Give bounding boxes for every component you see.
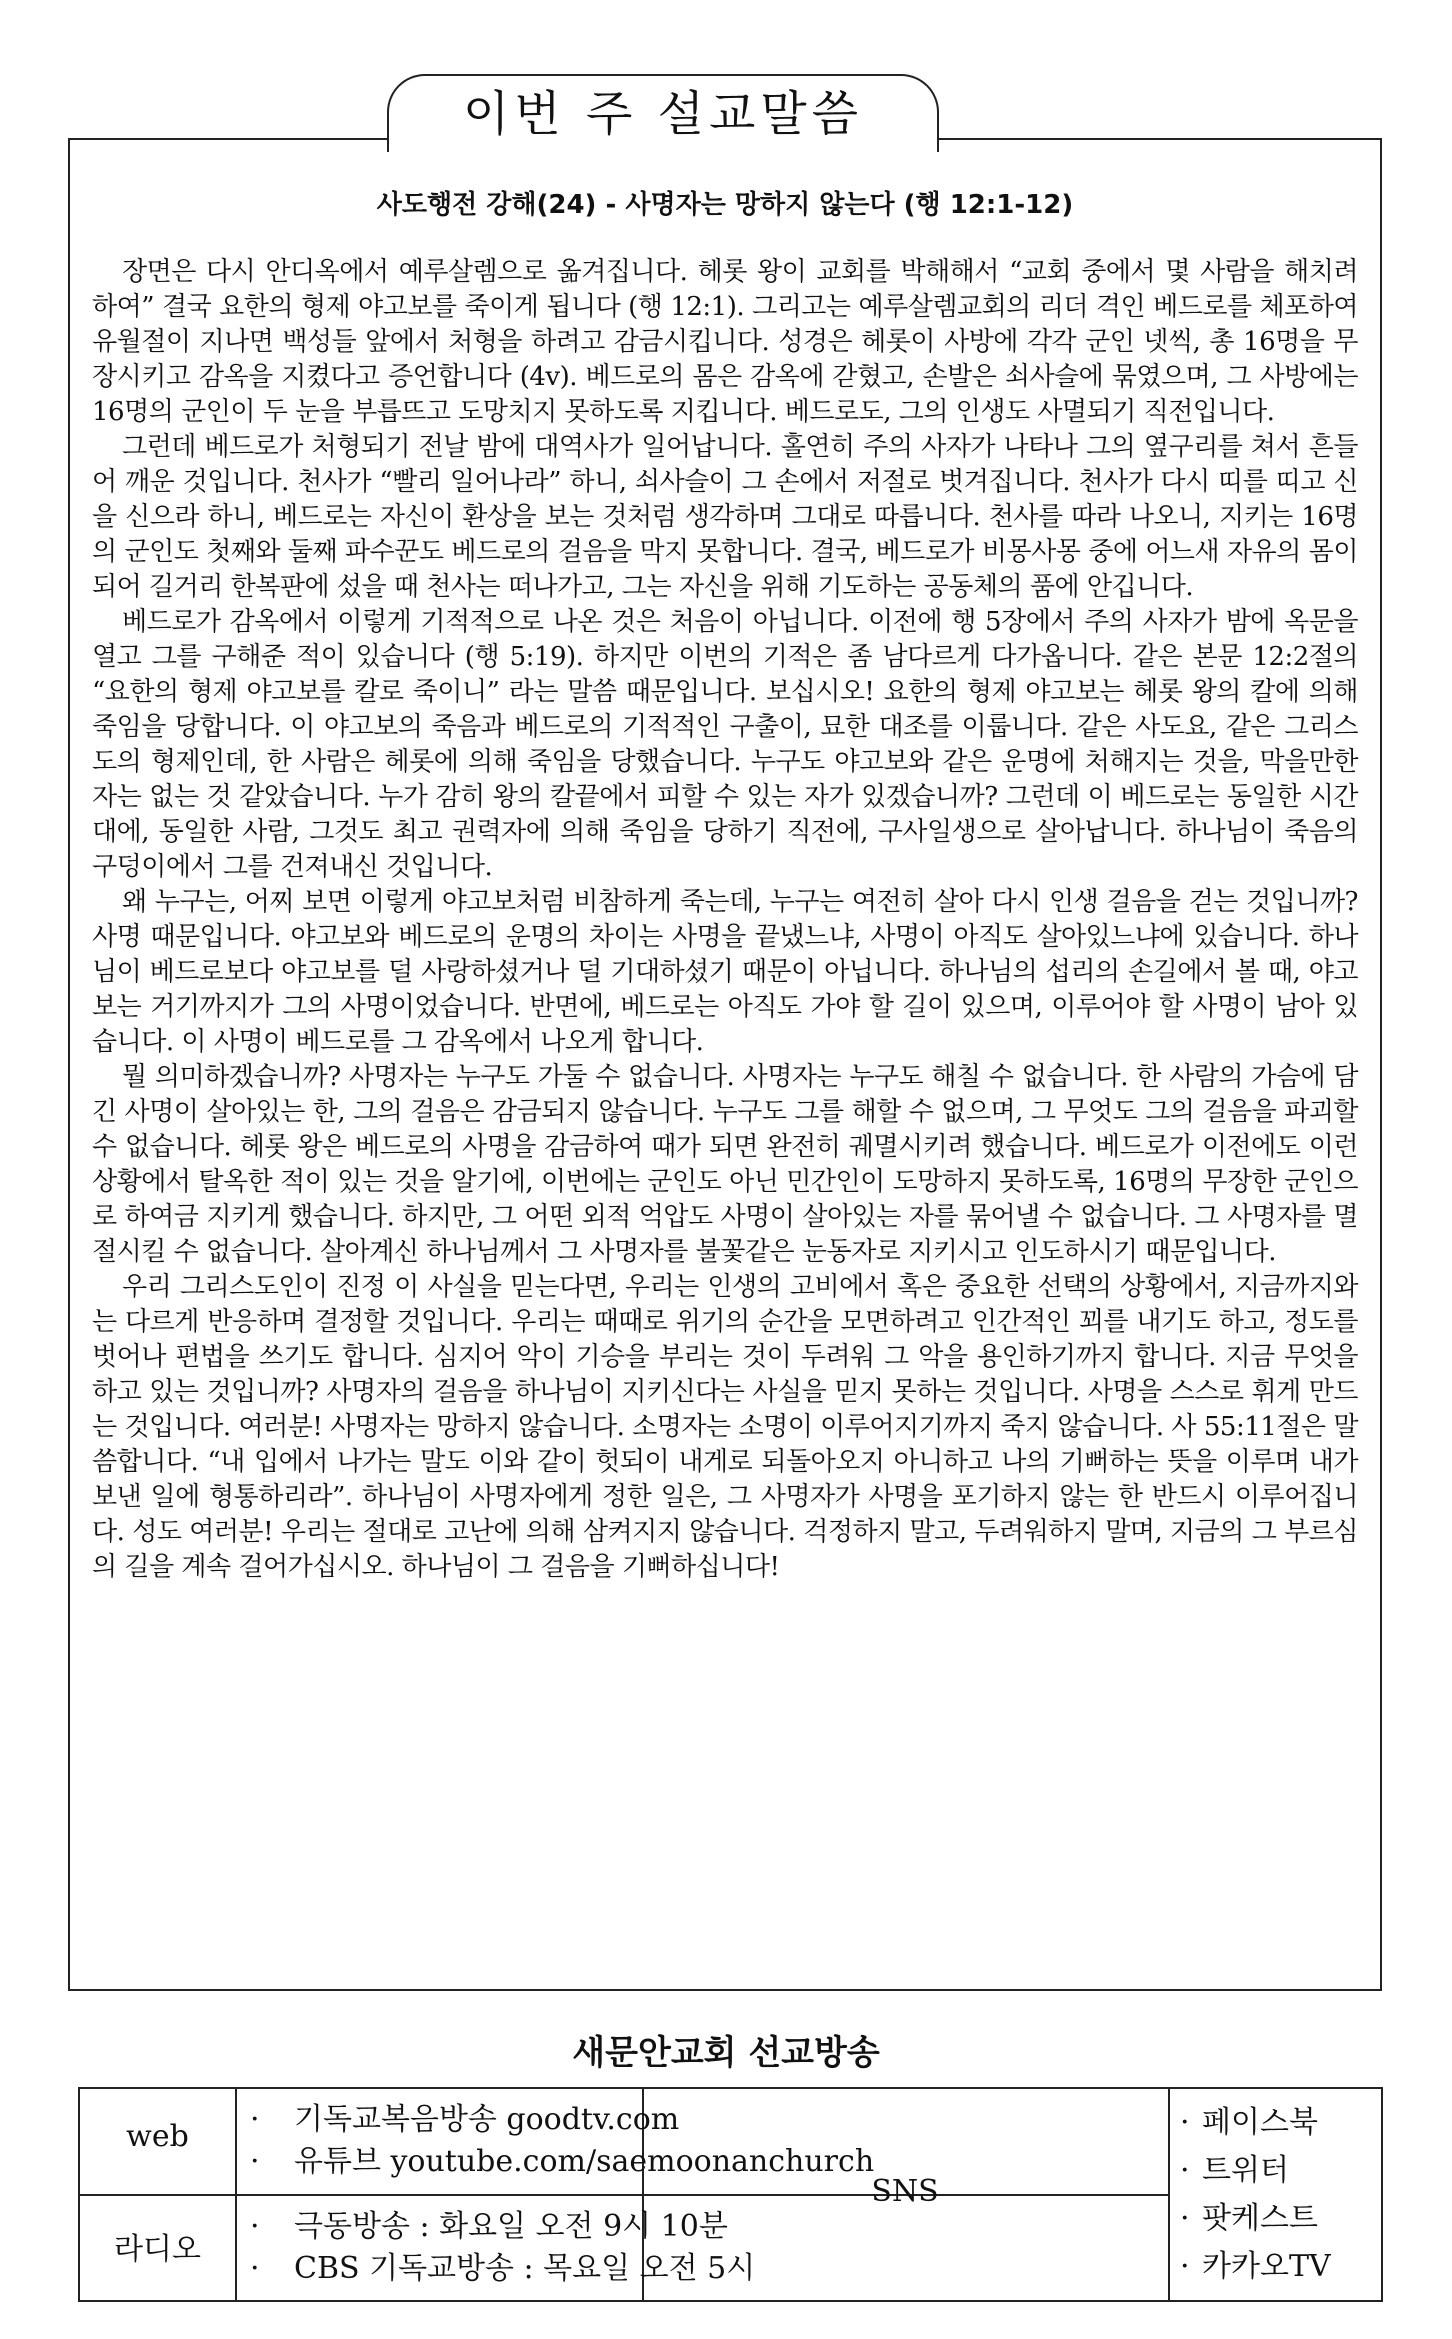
sns-item: · 카카오TV [1180, 2249, 1331, 2284]
radio-item: · CBS 기독교방송 : 목요일 오전 5시 [250, 2251, 756, 2286]
title-tab [387, 74, 939, 152]
sns-item: · 페이스북 [1180, 2105, 1318, 2140]
sermon-box [68, 138, 1382, 1991]
broadcast-heading: 새문안교회 선교방송 [572, 2033, 880, 2073]
broadcast-table [78, 2087, 1383, 2302]
sermon-paragraph: 왜 누구는, 어찌 보면 이렇게 야고보처럼 비참하게 죽는데, 누구는 여전히 살아 다시 인생 걸음을 걷는 것입니까? 사명 때문입니다. 야고보와 베드로의 운명의 차이는 사명을 끝냈느냐, 사명이 아직도 살아있느냐에 있습니다. 하나님이 베드로보다 야고보를 덜 사랑하셨거나 덜 기대하셨기 때문이 아닙니다. 하나님의 섭리의 손길에서 볼 때, 야고보는 거기까지가 그의 사명이었습니다. 반면에, 베드로는 아직도 가야 할 길이 있으며, 이루어야 할 사명이 남아 있습니다. 이 사명이 베드로를 그 감옥에서 나오게 합니다. [92, 887, 1358, 1057]
sns-item: · 트위터 [1180, 2153, 1289, 2188]
sermon-paragraph: 그런데 베드로가 처형되기 전날 밤에 대역사가 일어납니다. 홀연히 주의 사자가 나타나 그의 옆구리를 쳐서 흔들어 깨운 것입니다. 천사가 “빨리 일어나라” 하니, 쇠사슬이 그 손에서 저절로 벗겨집니다. 천사가 다시 띠를 띠고 신을 신으라 하니, 베드로는 자신이 환상을 보는 것처럼 생각하며 그대로 따릅니다. 천사를 따라 나오니, 지키는 16명의 군인도 첫째와 둘째 파수꾼도 베드로의 걸음을 막지 못합니다. 결국, 베드로가 비몽사몽 중에 어느새 자유의 몸이 되어 길거리 한복판에 섰을 때 천사는 떠나가고, 그는 자신을 위해 기도하는 공동체의 품에 안깁니다. [92, 432, 1358, 602]
sermon-paragraph: 뭘 의미하겠습니까? 사명자는 누구도 가둘 수 없습니다. 사명자는 누구도 해칠 수 없습니다. 한 사람의 가슴에 담긴 사명이 살아있는 한, 그의 걸음은 감금되지 않습니다. 누구도 그를 해할 수 없으며, 그 무엇도 그의 걸음을 파괴할 수 없습니다. 헤롯 왕은 베드로의 사명을 감금하여 때가 되면 완전히 궤멸시키려 했습니다. 베드로가 이전에도 이런 상황에서 탈옥한 적이 있는 것을 알기에, 이번에는 군인도 아닌 민간인이 도망하지 못하도록, 16명의 무장한 군인으로 하여금 지키게 했습니다. 하지만, 그 어떤 외적 억압도 사명이 살아있는 자를 묶어낼 수 없습니다. 그 사명자를 멸절시킬 수 없습니다. 살아계신 하나님께서 그 사명자를 불꽃같은 눈동자로 지키시고 인도하시기 때문입니다. [92, 1062, 1358, 1267]
web-item: · 유튜브 youtube.com/saemoonanchurch [250, 2144, 875, 2179]
web-item: · 기독교복음방송 goodtv.com [250, 2102, 680, 2137]
web-label: web [126, 2119, 189, 2154]
page-title: 이번 주 설교말씀 [462, 86, 864, 142]
sermon-body [92, 255, 1358, 1585]
sermon-paragraph: 장면은 다시 안디옥에서 예루살렘으로 옮겨집니다. 헤롯 왕이 교회를 박해해서 “교회 중에서 몇 사람을 해치려 하여” 결국 요한의 형제 야고보를 죽이게 됩니다 (행 12:1). 그리고는 예루살렘교회의 리더 격인 베드로를 체포하여 유월절이 지나면 백성들 앞에서 처형을 하려고 감금시킵니다. 성경은 헤롯이 사방에 각각 군인 넷씩, 총 16명을 무장시키고 감옥을 지켰다고 증언합니다 (4v). 베드로의 몸은 감옥에 갇혔고, 손발은 쇠사슬에 묶였으며, 그 사방에는 16명의 군인이 두 눈을 부릅뜨고 도망치지 못하도록 지킵니다. 베드로도, 그의 인생도 사멸되기 직전입니다. [92, 257, 1358, 427]
table-divider [1168, 2089, 1170, 2300]
sermon-paragraph: 베드로가 감옥에서 이렇게 기적적으로 나온 것은 처음이 아닙니다. 이전에 행 5장에서 주의 사자가 밤에 옥문을 열고 그를 구해준 적이 있습니다 (행 5:19). 하지만 이번의 기적은 좀 남다르게 다가옵니다. 같은 본문 12:2절의 “요한의 형제 야고보를 칼로 죽이니” 라는 말씀 때문입니다. 보십시오! 요한의 형제 야고보는 헤롯 왕의 칼에 의해 죽임을 당합니다. 이 야고보의 죽음과 베드로의 기적적인 구출이, 묘한 대조를 이룹니다. 같은 사도요, 같은 그리스도의 형제인데, 한 사람은 헤롯에 의해 죽임을 당했습니다. 누구도 야고보와 같은 운명에 처해지는 것을, 막을만한 자는 없는 것 같았습니다. 누가 감히 왕의 칼끝에서 피할 수 있는 자가 있겠습니까? 그런데 이 베드로는 동일한 시간대에, 동일한 사람, 그것도 최고 권력자에 의해 죽임을 당하기 직전에, 구사일생으로 살아납니다. 하나님이 죽음의 구덩이에서 그를 건져내신 것입니다. [92, 607, 1358, 882]
radio-label: 라디오 [114, 2232, 201, 2267]
sermon-paragraph: 우리 그리스도인이 진정 이 사실을 믿는다면, 우리는 인생의 고비에서 혹은 중요한 선택의 상황에서, 지금까지와는 다르게 반응하며 결정할 것입니다. 우리는 때때로 위기의 순간을 모면하려고 인간적인 꾀를 내기도 하고, 정도를 벗어나 편법을 쓰기도 합니다. 심지어 악이 기승을 부리는 것이 두려워 그 악을 용인하기까지 합니다. 지금 무엇을 하고 있는 것입니까? 사명자의 걸음을 하나님이 지키신다는 사실을 믿지 못하는 것입니다. 사명을 스스로 휘게 만드는 것입니다. 여러분! 사명자는 망하지 않습니다. 소명자는 소명이 이루어지기까지 죽지 않습니다. 사 55:11절은 말씀합니다. “내 입에서 나가는 말도 이와 같이 헛되이 내게로 되돌아오지 아니하고 나의 기뻐하는 뜻을 이루며 내가 보낸 일에 형통하리라”. 하나님이 사명자에게 정한 일은, 그 사명자가 사명을 포기하지 않는 한 반드시 이루어집니다. 성도 여러분! 우리는 절대로 고난에 의해 삼켜지지 않습니다. 걱정하지 말고, 두려워하지 말며, 지금의 그 부르심의 길을 계속 걸어가십시오. 하나님이 그 걸음을 기뻐하십니다! [92, 1272, 1358, 1582]
sermon-subtitle: 사도행전 강해(24) - 사명자는 망하지 않는다 (행 12:1-12) [376, 190, 1074, 220]
sns-item: · 팟케스트 [1180, 2201, 1318, 2236]
radio-item: · 극동방송 : 화요일 오전 9시 10분 [250, 2209, 728, 2244]
sns-label: SNS [871, 2174, 939, 2209]
